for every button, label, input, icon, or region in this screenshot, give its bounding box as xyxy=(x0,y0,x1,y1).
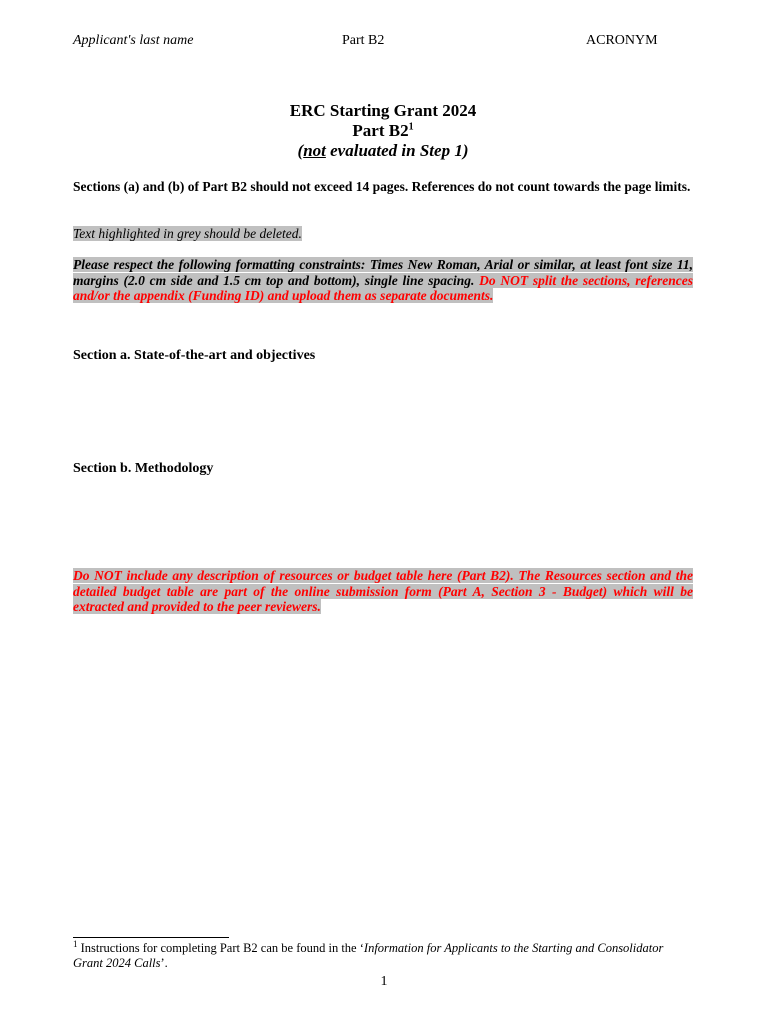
header-acronym: ACRONYM xyxy=(586,33,658,48)
title-evaluation-note xyxy=(73,141,693,161)
budget-warning-paragraph xyxy=(73,568,693,615)
formatting-warning: Do NOT split the sections, references and/or the appendix (Funding ID) and upload them as separate documents. xyxy=(73,272,693,303)
footnote-reference: 1 xyxy=(408,121,414,133)
footnote-separator xyxy=(73,937,229,938)
footnote-mark: 1 xyxy=(73,938,78,949)
footnote xyxy=(73,938,693,971)
grey-note-text: Text highlighted in grey should be deleted. xyxy=(73,226,302,241)
header-applicant-name: Applicant's last name xyxy=(73,33,194,48)
title-grant: ERC Starting Grant 2024 xyxy=(289,101,477,120)
footnote-suffix: ’. xyxy=(160,956,168,970)
section-b-heading: Section b. Methodology xyxy=(73,461,214,476)
header-part: Part B2 xyxy=(342,33,385,48)
title-evaluation-rest: evaluated in Step 1) xyxy=(325,141,469,160)
footnote-document-title: Information for Applicants to the Starting and Consolidator Grant 2024 Calls xyxy=(73,941,664,970)
document-title xyxy=(73,101,693,161)
section-a-heading: Section a. State-of-the-art and objectives xyxy=(73,348,316,363)
page-number: 1 xyxy=(380,974,388,989)
budget-warning-text: Do NOT include any description of resources or budget table here (Part B2). The Resources section and the detailed budget table are part of the online submission form (Part A, Section 3 - Budget) which will be extracted and provided to the peer reviewers. xyxy=(73,568,693,614)
paren-open: ( xyxy=(297,141,304,160)
formatting-constraints: Please respect the following formatting constraints: Times New Roman, Arial or similar, at least font size 11, margins (2.0 cm side and 1.5 cm top and bottom), single line spacing. xyxy=(73,257,693,288)
footnote-prefix: Instructions for completing Part B2 can be found in the ‘ xyxy=(77,941,364,955)
page-limit-paragraph: Sections (a) and (b) of Part B2 should not exceed 14 pages. References do not count towards the page limits. xyxy=(73,179,691,194)
title-part xyxy=(73,121,693,141)
grey-note-paragraph xyxy=(73,226,693,242)
title-part-text: Part B2 xyxy=(352,121,409,140)
title-not: not xyxy=(303,141,326,160)
formatting-text xyxy=(73,257,693,303)
formatting-paragraph xyxy=(73,257,693,304)
